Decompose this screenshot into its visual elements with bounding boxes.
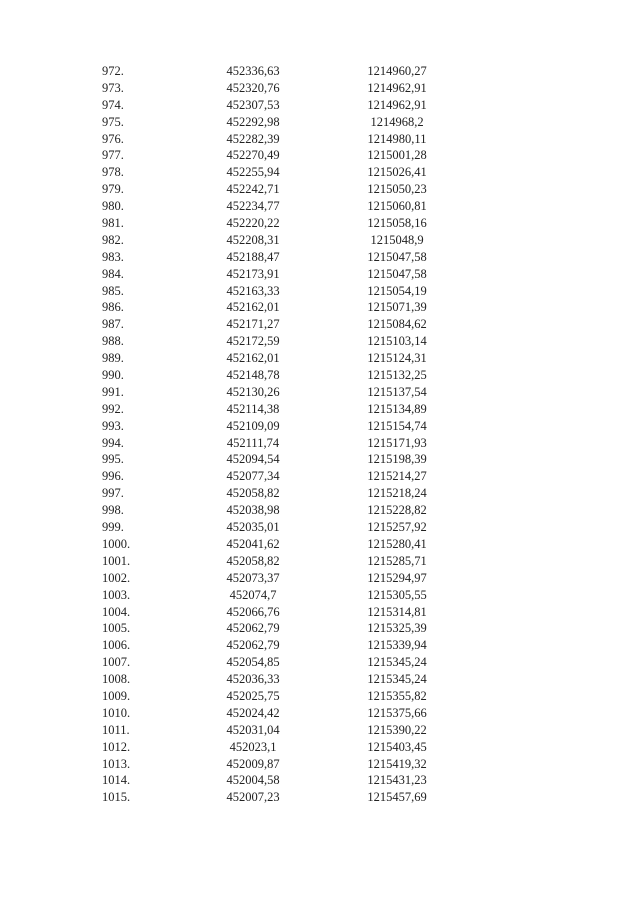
x-coordinate: 452007,23 bbox=[226, 790, 280, 805]
x-coordinate: 452066,76 bbox=[226, 604, 280, 619]
table-row bbox=[0, 114, 640, 131]
point-number: 974. bbox=[102, 97, 124, 112]
table-row bbox=[0, 553, 640, 570]
table-row bbox=[0, 502, 640, 519]
table-row bbox=[0, 384, 640, 401]
point-number: 1007. bbox=[102, 655, 131, 670]
table-row bbox=[0, 789, 640, 806]
y-coordinate: 1215071,39 bbox=[367, 300, 427, 315]
table-row bbox=[0, 283, 640, 300]
y-coordinate: 1215134,89 bbox=[367, 401, 427, 416]
y-coordinate: 1215403,45 bbox=[367, 739, 427, 754]
y-coordinate: 1215457,69 bbox=[367, 790, 427, 805]
point-number: 988. bbox=[102, 334, 124, 349]
y-coordinate: 1215257,92 bbox=[367, 520, 427, 535]
x-coordinate: 452025,75 bbox=[226, 688, 280, 703]
point-number: 1013. bbox=[102, 756, 131, 771]
y-coordinate: 1215305,55 bbox=[367, 587, 427, 602]
y-coordinate: 1215325,39 bbox=[367, 621, 427, 636]
y-coordinate: 1215103,14 bbox=[367, 334, 427, 349]
x-coordinate: 452171,27 bbox=[226, 317, 280, 332]
point-number: 991. bbox=[102, 384, 124, 399]
y-coordinate: 1215345,24 bbox=[367, 655, 427, 670]
x-coordinate: 452038,98 bbox=[226, 503, 280, 518]
y-coordinate: 1215375,66 bbox=[367, 705, 427, 720]
y-coordinate: 1215171,93 bbox=[367, 435, 427, 450]
y-coordinate: 1215314,81 bbox=[367, 604, 427, 619]
x-coordinate: 452009,87 bbox=[226, 756, 280, 771]
table-row bbox=[0, 80, 640, 97]
table-row bbox=[0, 570, 640, 587]
table-row bbox=[0, 367, 640, 384]
x-coordinate: 452270,49 bbox=[226, 148, 280, 163]
x-coordinate: 452109,09 bbox=[226, 418, 280, 433]
point-number: 1001. bbox=[102, 553, 131, 568]
table-row bbox=[0, 705, 640, 722]
x-coordinate: 452031,04 bbox=[226, 722, 280, 737]
point-number: 993. bbox=[102, 418, 124, 433]
point-number: 994. bbox=[102, 435, 124, 450]
x-coordinate: 452292,98 bbox=[226, 114, 280, 129]
point-number: 976. bbox=[102, 131, 124, 146]
x-coordinate: 452130,26 bbox=[226, 384, 280, 399]
point-number: 1002. bbox=[102, 570, 131, 585]
x-coordinate: 452162,01 bbox=[226, 300, 280, 315]
y-coordinate: 1215026,41 bbox=[367, 165, 427, 180]
point-number: 989. bbox=[102, 351, 124, 366]
y-coordinate: 1215084,62 bbox=[367, 317, 427, 332]
table-row bbox=[0, 519, 640, 536]
x-coordinate: 452255,94 bbox=[226, 165, 280, 180]
point-number: 975. bbox=[102, 114, 124, 129]
x-coordinate: 452307,53 bbox=[226, 97, 280, 112]
table-row bbox=[0, 249, 640, 266]
point-number: 1011. bbox=[102, 722, 130, 737]
x-coordinate: 452336,63 bbox=[226, 64, 280, 78]
table-row bbox=[0, 654, 640, 671]
x-coordinate: 452073,37 bbox=[226, 570, 280, 585]
table-row bbox=[0, 418, 640, 435]
x-coordinate: 452077,34 bbox=[226, 469, 280, 484]
table-row bbox=[0, 722, 640, 739]
y-coordinate: 1215285,71 bbox=[367, 553, 427, 568]
point-number: 981. bbox=[102, 216, 124, 231]
y-coordinate: 1214962,91 bbox=[367, 80, 427, 95]
x-coordinate: 452208,31 bbox=[226, 232, 280, 247]
x-coordinate: 452058,82 bbox=[226, 486, 280, 501]
point-number: 979. bbox=[102, 182, 124, 197]
point-number: 1008. bbox=[102, 672, 131, 687]
point-number: 984. bbox=[102, 266, 124, 281]
x-coordinate: 452036,33 bbox=[226, 672, 280, 687]
table-row bbox=[0, 401, 640, 418]
y-coordinate: 1215137,54 bbox=[367, 384, 427, 399]
y-coordinate: 1215124,31 bbox=[367, 351, 427, 366]
x-coordinate: 452220,22 bbox=[226, 216, 280, 231]
point-number: 985. bbox=[102, 283, 124, 298]
table-row bbox=[0, 299, 640, 316]
y-coordinate: 1215355,82 bbox=[367, 688, 427, 703]
table-row bbox=[0, 198, 640, 215]
table-row bbox=[0, 350, 640, 367]
point-number: 998. bbox=[102, 503, 124, 518]
x-coordinate: 452242,71 bbox=[226, 182, 280, 197]
point-number: 1009. bbox=[102, 688, 131, 703]
table-row bbox=[0, 485, 640, 502]
x-coordinate: 452094,54 bbox=[226, 452, 280, 467]
y-coordinate: 1215154,74 bbox=[367, 418, 427, 433]
point-number: 986. bbox=[102, 300, 124, 315]
y-coordinate: 1214960,27 bbox=[367, 64, 427, 78]
point-number: 980. bbox=[102, 199, 124, 214]
y-coordinate: 1215345,24 bbox=[367, 672, 427, 687]
table-row bbox=[0, 97, 640, 114]
table-row bbox=[0, 232, 640, 249]
point-number: 1000. bbox=[102, 536, 131, 551]
x-coordinate: 452163,33 bbox=[226, 283, 280, 298]
y-coordinate: 1215060,81 bbox=[367, 199, 427, 214]
x-coordinate: 452162,01 bbox=[226, 351, 280, 366]
table-row bbox=[0, 266, 640, 283]
y-coordinate: 1215001,28 bbox=[367, 148, 427, 163]
y-coordinate: 1215419,32 bbox=[367, 756, 427, 771]
point-number: 999. bbox=[102, 520, 124, 535]
table-row bbox=[0, 756, 640, 773]
x-coordinate: 452111,74 bbox=[226, 435, 280, 450]
coordinate-table bbox=[0, 63, 640, 806]
point-number: 1014. bbox=[102, 773, 131, 788]
point-number: 995. bbox=[102, 452, 124, 467]
table-row bbox=[0, 316, 640, 333]
point-number: 972. bbox=[102, 64, 124, 78]
table-row bbox=[0, 637, 640, 654]
y-coordinate: 1215294,97 bbox=[367, 570, 427, 585]
point-number: 992. bbox=[102, 401, 124, 416]
y-coordinate: 1215054,19 bbox=[367, 283, 427, 298]
table-row bbox=[0, 620, 640, 637]
y-coordinate: 1215050,23 bbox=[367, 182, 427, 197]
x-coordinate: 452041,62 bbox=[226, 536, 280, 551]
y-coordinate: 1214968,2 bbox=[370, 114, 424, 129]
y-coordinate: 1215058,16 bbox=[367, 216, 427, 231]
point-number: 977. bbox=[102, 148, 124, 163]
table-row bbox=[0, 468, 640, 485]
point-number: 1003. bbox=[102, 587, 131, 602]
point-number: 997. bbox=[102, 486, 124, 501]
point-number: 978. bbox=[102, 165, 124, 180]
x-coordinate: 452023,1 bbox=[229, 739, 277, 754]
y-coordinate: 1215390,22 bbox=[367, 722, 427, 737]
x-coordinate: 452074,7 bbox=[229, 587, 277, 602]
y-coordinate: 1214962,91 bbox=[367, 97, 427, 112]
x-coordinate: 452172,59 bbox=[226, 334, 280, 349]
y-coordinate: 1215214,27 bbox=[367, 469, 427, 484]
y-coordinate: 1215048,9 bbox=[370, 232, 424, 247]
table-row bbox=[0, 688, 640, 705]
x-coordinate: 452058,82 bbox=[226, 553, 280, 568]
table-row bbox=[0, 131, 640, 148]
y-coordinate: 1215228,82 bbox=[367, 503, 427, 518]
table-row bbox=[0, 215, 640, 232]
point-number: 1004. bbox=[102, 604, 131, 619]
table-row bbox=[0, 435, 640, 452]
x-coordinate: 452114,38 bbox=[226, 401, 280, 416]
y-coordinate: 1215047,58 bbox=[367, 249, 427, 264]
point-number: 1015. bbox=[102, 790, 131, 805]
point-number: 987. bbox=[102, 317, 124, 332]
y-coordinate: 1215132,25 bbox=[367, 368, 427, 383]
y-coordinate: 1215198,39 bbox=[367, 452, 427, 467]
x-coordinate: 452148,78 bbox=[226, 368, 280, 383]
point-number: 973. bbox=[102, 80, 124, 95]
table-row bbox=[0, 147, 640, 164]
table-row bbox=[0, 451, 640, 468]
y-coordinate: 1215280,41 bbox=[367, 536, 427, 551]
x-coordinate: 452320,76 bbox=[226, 80, 280, 95]
point-number: 1005. bbox=[102, 621, 131, 636]
point-number: 990. bbox=[102, 368, 124, 383]
table-row bbox=[0, 63, 640, 80]
x-coordinate: 452004,58 bbox=[226, 773, 280, 788]
x-coordinate: 452188,47 bbox=[226, 249, 280, 264]
x-coordinate: 452062,79 bbox=[226, 621, 280, 636]
y-coordinate: 1214980,11 bbox=[367, 131, 427, 146]
table-row bbox=[0, 333, 640, 350]
point-number: 983. bbox=[102, 249, 124, 264]
x-coordinate: 452282,39 bbox=[226, 131, 280, 146]
point-number: 982. bbox=[102, 232, 124, 247]
point-number: 1012. bbox=[102, 739, 131, 754]
x-coordinate: 452054,85 bbox=[226, 655, 280, 670]
x-coordinate: 452234,77 bbox=[226, 199, 280, 214]
table-row bbox=[0, 671, 640, 688]
table-row bbox=[0, 181, 640, 198]
y-coordinate: 1215218,24 bbox=[367, 486, 427, 501]
y-coordinate: 1215431,23 bbox=[367, 773, 427, 788]
table-row bbox=[0, 164, 640, 181]
y-coordinate: 1215047,58 bbox=[367, 266, 427, 281]
point-number: 996. bbox=[102, 469, 124, 484]
table-row bbox=[0, 604, 640, 621]
point-number: 1010. bbox=[102, 705, 131, 720]
y-coordinate: 1215339,94 bbox=[367, 638, 427, 653]
x-coordinate: 452035,01 bbox=[226, 520, 280, 535]
table-row bbox=[0, 536, 640, 553]
point-number: 1006. bbox=[102, 638, 131, 653]
x-coordinate: 452024,42 bbox=[226, 705, 280, 720]
table-row bbox=[0, 739, 640, 756]
table-row bbox=[0, 587, 640, 604]
table-row bbox=[0, 772, 640, 789]
x-coordinate: 452173,91 bbox=[226, 266, 280, 281]
x-coordinate: 452062,79 bbox=[226, 638, 280, 653]
